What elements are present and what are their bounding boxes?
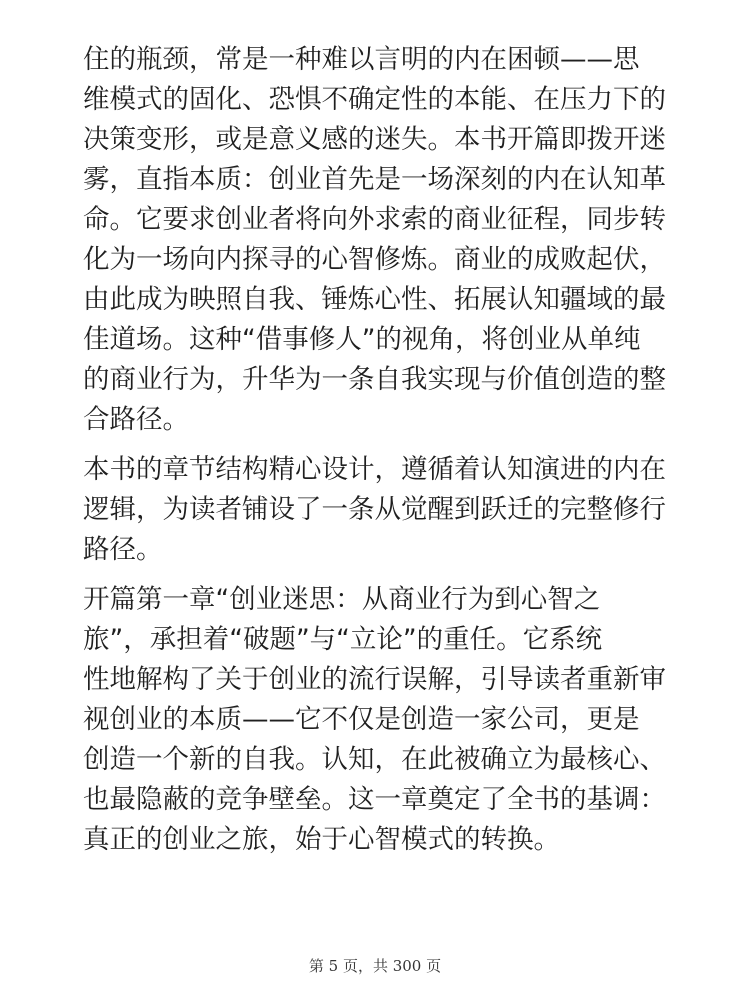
text-line: 决策变形，或是意义感的迷失。本书开篇即拨开迷 <box>83 124 666 155</box>
text-line: 维模式的固化、恐惧不确定性的本能、在压力下的 <box>83 84 666 115</box>
text-line: 真正的创业之旅，始于心智模式的转换。 <box>83 824 560 855</box>
text-line: 旅”，承担着“破题”与“立论”的重任。它系统 <box>83 624 603 655</box>
text-line: 命。它要求创业者将向外求索的商业征程，同步转 <box>83 204 666 235</box>
text-line: 视创业的本质——它不仅是创造一家公司，更是 <box>83 704 640 735</box>
text-line: 也最隐蔽的竞争壁垒。这一章奠定了全书的基调： <box>83 784 666 815</box>
text-line: 雾，直指本质：创业首先是一场深刻的内在认知革 <box>83 164 666 195</box>
text-line: 路径。 <box>83 534 163 565</box>
body-text <box>83 40 683 870</box>
text-line: 的商业行为，升华为一条自我实现与价值创造的整 <box>83 364 666 395</box>
paragraph-3 <box>83 580 683 860</box>
text-line: 由此成为映照自我、锤炼心性、拓展认知疆域的最 <box>83 284 666 315</box>
text-line: 逻辑，为读者铺设了一条从觉醒到跃迁的完整修行 <box>83 494 666 525</box>
text-line: 住的瓶颈，常是一种难以言明的内在困顿——思 <box>83 44 640 75</box>
text-line: 化为一场向内探寻的心智修炼。商业的成败起伏， <box>83 244 666 275</box>
text-line: 合路径。 <box>83 404 189 435</box>
text-line: 开篇第一章“创业迷思：从商业行为到心智之 <box>83 584 601 615</box>
text-line: 创造一个新的自我。认知，在此被确立为最核心、 <box>83 744 666 775</box>
text-line: 本书的章节结构精心设计，遵循着认知演进的内在 <box>83 454 666 485</box>
text-line: 佳道场。这种“借事修人”的视角，将创业从单纯 <box>83 324 641 355</box>
paragraph-1 <box>83 40 683 440</box>
page-number: 第 5 页，共 300 页 <box>308 957 442 975</box>
text-line: 性地解构了关于创业的流行误解，引导读者重新审 <box>83 664 666 695</box>
paragraph-2 <box>83 450 683 570</box>
